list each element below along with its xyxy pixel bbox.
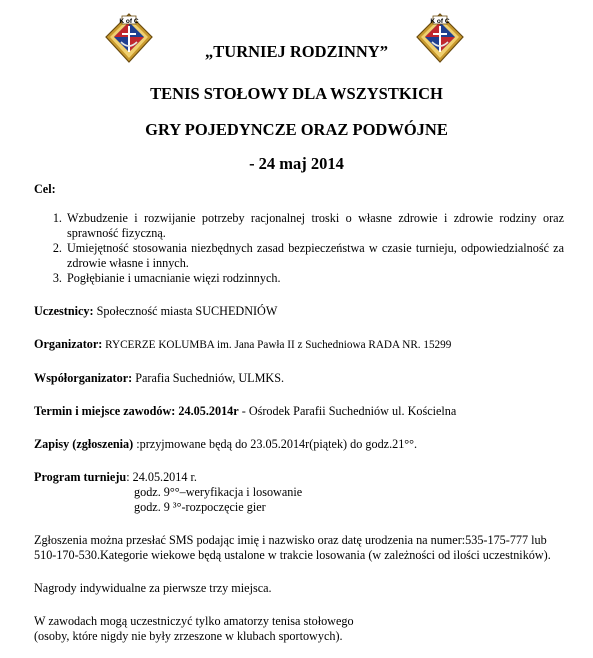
document-body — [34, 182, 564, 644]
list-item: 2. Umiejętność stosowania niezbędnych zasad bezpieczeństwa w czasie turnieju, odpowiedzialność za zdrowie własne i innych. — [65, 241, 564, 271]
termin-value: - Ośrodek Parafii Suchedniów ul. Kościelna — [238, 404, 457, 418]
document-title: „TURNIEJ RODZINNY” — [205, 42, 388, 61]
uczestnicy-label: Uczestnicy: — [34, 304, 94, 318]
wspolorganizator-line — [34, 371, 564, 386]
logo-lettering: K of C — [119, 18, 139, 25]
organizator-line — [34, 337, 564, 353]
zapisy-value: :przyjmowane będą do 23.05.2014r(piątek) do godz.21°°. — [133, 437, 418, 451]
termin-line — [34, 404, 564, 419]
amatorzy-line-2: (osoby, które nigdy nie były zrzeszone w klubach sportowych). — [34, 629, 343, 643]
document-date: - 24 maj 2014 — [249, 154, 344, 173]
zgloszenia-paragraph: Zgłoszenia można przesłać SMS podając imię i nazwisko oraz datę urodzenia na numer:535-175-777 lub 510-170-530.Kategorie wiekowe będą ustalone w trakcie losowania (w zależności od ilości uczestników). — [34, 533, 551, 562]
uczestnicy-line — [34, 304, 564, 319]
amatorzy-line-1: W zawodach mogą uczestniczyć tylko amatorzy tenisa stołowego — [34, 614, 354, 628]
list-item: 3. Pogłębianie i umacnianie więzi rodzinnych. — [65, 271, 564, 286]
program-value: : 24.05.2014 r. — [126, 470, 197, 484]
program-line-1: godz. 9°°–weryfikacja i losowanie — [134, 485, 303, 499]
document-subtitle-games: GRY POJEDYNCZE ORAZ PODWÓJNE — [145, 120, 448, 139]
organizator-value: RYCERZE KOLUMBA im. Jana Pawła II z Suchedniowa RADA NR. 15299 — [102, 339, 452, 351]
program-line-2: godz. 9 ³°-rozpoczęcie gier — [134, 500, 266, 514]
logo-lettering: K of C — [430, 18, 450, 25]
program-line — [34, 470, 564, 485]
wspolorganizator-label: Współorganizator: — [34, 371, 133, 385]
program-label: Program turnieju — [34, 470, 127, 484]
document-subtitle-sport: TENIS STOŁOWY DLA WSZYSTKICH — [150, 84, 443, 103]
cel-list — [34, 211, 564, 286]
nagrody-paragraph: Nagrody indywidualne za pierwsze trzy miejsca. — [34, 581, 272, 595]
uczestnicy-value: Społeczność miasta SUCHEDNIÓW — [93, 304, 278, 318]
organizator-label: Organizator: — [34, 337, 103, 351]
wspolorganizator-value: Parafia Suchedniów, ULMKS. — [132, 371, 285, 385]
list-item: 1. Wzbudzenie i rozwijanie potrzeby racjonalnej troski o własne zdrowie i zdrowie rodziny oraz sprawność fizyczną. — [65, 211, 564, 241]
zapisy-line — [34, 437, 564, 452]
zapisy-label: Zapisy (zgłoszenia) — [34, 437, 134, 451]
cel-label: Cel: — [34, 182, 56, 196]
termin-label: Termin i miejsce zawodów: 24.05.2014r — [34, 404, 239, 418]
